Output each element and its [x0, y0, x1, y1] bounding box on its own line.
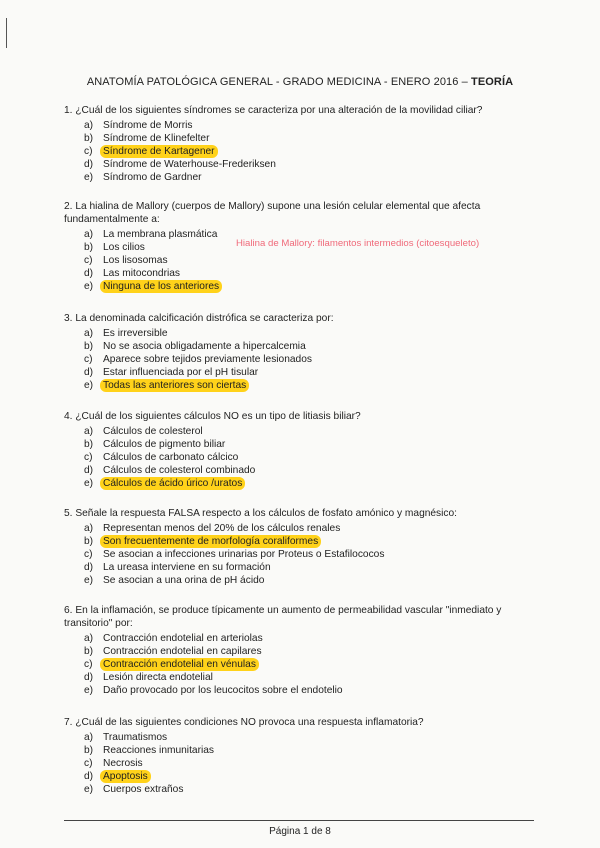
option-b	[84, 744, 534, 757]
option-a	[84, 632, 534, 645]
option-d	[84, 267, 534, 280]
option-b-highlighted	[84, 535, 534, 548]
option-text: Apoptosis	[100, 770, 151, 783]
option-letter: b)	[84, 341, 94, 353]
option-letter: e)	[84, 380, 94, 392]
option-b	[84, 340, 534, 353]
option-letter: d)	[84, 159, 94, 171]
option-text: Contracción endotelial en capilares	[103, 646, 262, 658]
option-letter: d)	[84, 562, 94, 574]
option-letter: c)	[84, 146, 93, 158]
option-letter: c)	[84, 452, 93, 464]
title-bold: TEORÍA	[471, 76, 514, 88]
option-text: Reacciones inmunitarias	[103, 745, 214, 757]
option-text: Cálculos de colesterol combinado	[103, 465, 256, 477]
option-letter: e)	[84, 685, 94, 697]
option-e	[84, 684, 534, 697]
option-letter: a)	[84, 633, 94, 645]
option-text: Síndrome de Waterhouse-Frederiksen	[103, 159, 276, 171]
option-a	[84, 425, 534, 438]
option-letter: a)	[84, 328, 94, 340]
option-a	[84, 327, 534, 340]
option-text: Cálculos de colesterol	[103, 426, 203, 438]
option-letter: c)	[84, 549, 93, 561]
option-text: Aparece sobre tejidos previamente lesionados	[103, 354, 312, 366]
option-letter: b)	[84, 646, 94, 658]
option-text: Contracción endotelial en arteriolas	[103, 633, 263, 645]
option-letter: b)	[84, 536, 94, 548]
question-stem: 3. La denominada calcificación distrófica se caracteriza por:	[64, 313, 334, 324]
option-letter: c)	[84, 255, 93, 267]
option-text: Son frecuentemente de morfología coraliformes	[100, 535, 321, 548]
scan-edge-mark	[6, 18, 7, 48]
handwritten-note: Hialina de Mallory: filamentos intermedios (citoesqueleto)	[236, 238, 480, 249]
option-text: Cálculos de carbonato cálcico	[103, 452, 239, 464]
question-stem: 5. Señale la respuesta FALSA respecto a los cálculos de fosfato amónico y magnésico:	[64, 508, 458, 519]
option-text: Necrosis	[103, 758, 143, 770]
question-3	[64, 312, 534, 392]
option-letter: e)	[84, 172, 94, 184]
option-d	[84, 671, 534, 684]
option-c-highlighted	[84, 145, 534, 158]
option-text: Se asocian a infecciones urinarias por Proteus o Estafilococos	[103, 549, 385, 561]
option-text: Estar influenciada por el pH tisular	[103, 367, 259, 379]
option-letter: a)	[84, 523, 94, 535]
question-5	[64, 507, 534, 587]
option-text: Es irreversible	[103, 328, 168, 340]
option-text: Las mitocondrias	[103, 268, 181, 280]
option-letter: c)	[84, 758, 93, 770]
option-letter: d)	[84, 367, 94, 379]
option-letter: e)	[84, 478, 94, 490]
option-c	[84, 451, 534, 464]
option-text: La membrana plasmática	[103, 229, 218, 241]
option-letter: d)	[84, 672, 94, 684]
option-letter: e)	[84, 575, 94, 587]
option-c-highlighted	[84, 658, 534, 671]
option-text: Cuerpos extraños	[103, 784, 184, 796]
question-1	[64, 104, 534, 184]
option-text: Representan menos del 20% de los cálculos renales	[103, 523, 341, 535]
option-letter: d)	[84, 268, 94, 280]
option-d	[84, 561, 534, 574]
question-stem: 2. La hialina de Mallory (cuerpos de Mallory) supone una lesión celular elemental que afecta fundamentalmente a:	[64, 201, 481, 225]
option-text: Los cilios	[103, 242, 145, 254]
option-text: Se asocian a una orina de pH ácido	[103, 575, 265, 587]
option-letter: a)	[84, 120, 94, 132]
option-b	[84, 438, 534, 451]
option-text: Los lisosomas	[103, 255, 168, 267]
option-letter: c)	[84, 354, 93, 366]
option-text: Cálculos de ácido úrico /uratos	[100, 477, 245, 490]
option-d	[84, 366, 534, 379]
option-text: Daño provocado por los leucocitos sobre el endotelio	[103, 685, 343, 697]
option-e	[84, 171, 534, 184]
option-d	[84, 464, 534, 477]
option-letter: e)	[84, 784, 94, 796]
option-text: Síndrome de Morris	[103, 120, 193, 132]
option-letter: b)	[84, 242, 94, 254]
option-text: No se asocia obligadamente a hipercalcemia	[103, 341, 306, 353]
option-d-highlighted	[84, 770, 534, 783]
option-letter: c)	[84, 659, 93, 671]
question-stem: 6. En la inflamación, se produce típicamente un aumento de permeabilidad vascular "inmediato y transitorio" por:	[64, 605, 502, 629]
question-stem: 1. ¿Cuál de los siguientes síndromes se caracteriza por una alteración de la movilidad ciliar?	[64, 105, 483, 116]
option-letter: a)	[84, 732, 94, 744]
option-letter: d)	[84, 465, 94, 477]
option-text: Traumatismos	[103, 732, 168, 744]
option-letter: b)	[84, 745, 94, 757]
option-text: Síndrome de Kartagener	[100, 145, 218, 158]
option-letter: d)	[84, 771, 94, 783]
option-letter: a)	[84, 426, 94, 438]
option-text: Todas las anteriores son ciertas	[100, 379, 249, 392]
option-text: Síndrome de Klinefelter	[103, 133, 210, 145]
option-b	[84, 645, 534, 658]
question-7	[64, 716, 534, 796]
option-text: La ureasa interviene en su formación	[103, 562, 271, 574]
option-letter: b)	[84, 439, 94, 451]
option-c	[84, 353, 534, 366]
option-e-highlighted	[84, 379, 534, 392]
option-text: Ninguna de los anteriores	[100, 280, 222, 293]
option-a	[84, 731, 534, 744]
page-number: Página 1 de 8	[269, 826, 331, 837]
option-a	[84, 119, 534, 132]
option-c	[84, 548, 534, 561]
question-6	[64, 604, 534, 697]
question-4	[64, 410, 534, 490]
title-text: ANATOMÍA PATOLÓGICA GENERAL - GRADO MEDICINA - ENERO 2016 –	[86, 76, 472, 88]
option-b	[84, 132, 534, 145]
option-c	[84, 254, 534, 267]
option-d	[84, 158, 534, 171]
option-letter: a)	[84, 229, 94, 241]
option-text: Contracción endotelial en vénulas	[100, 658, 259, 671]
question-stem: 7. ¿Cuál de las siguientes condiciones NO provoca una respuesta inflamatoria?	[64, 717, 424, 728]
option-e	[84, 783, 534, 796]
option-letter: b)	[84, 133, 94, 145]
page-title	[0, 76, 600, 88]
footer-divider	[64, 820, 534, 821]
option-text: Lesión directa endotelial	[103, 672, 213, 684]
option-c	[84, 757, 534, 770]
option-e	[84, 574, 534, 587]
question-stem: 4. ¿Cuál de los siguientes cálculos NO es un tipo de litiasis biliar?	[64, 411, 361, 422]
option-text: Cálculos de pigmento biliar	[103, 439, 226, 451]
option-e-highlighted	[84, 280, 534, 293]
option-a	[84, 522, 534, 535]
option-text: Síndromo de Gardner	[103, 172, 202, 184]
option-e-highlighted	[84, 477, 534, 490]
option-letter: e)	[84, 281, 94, 293]
